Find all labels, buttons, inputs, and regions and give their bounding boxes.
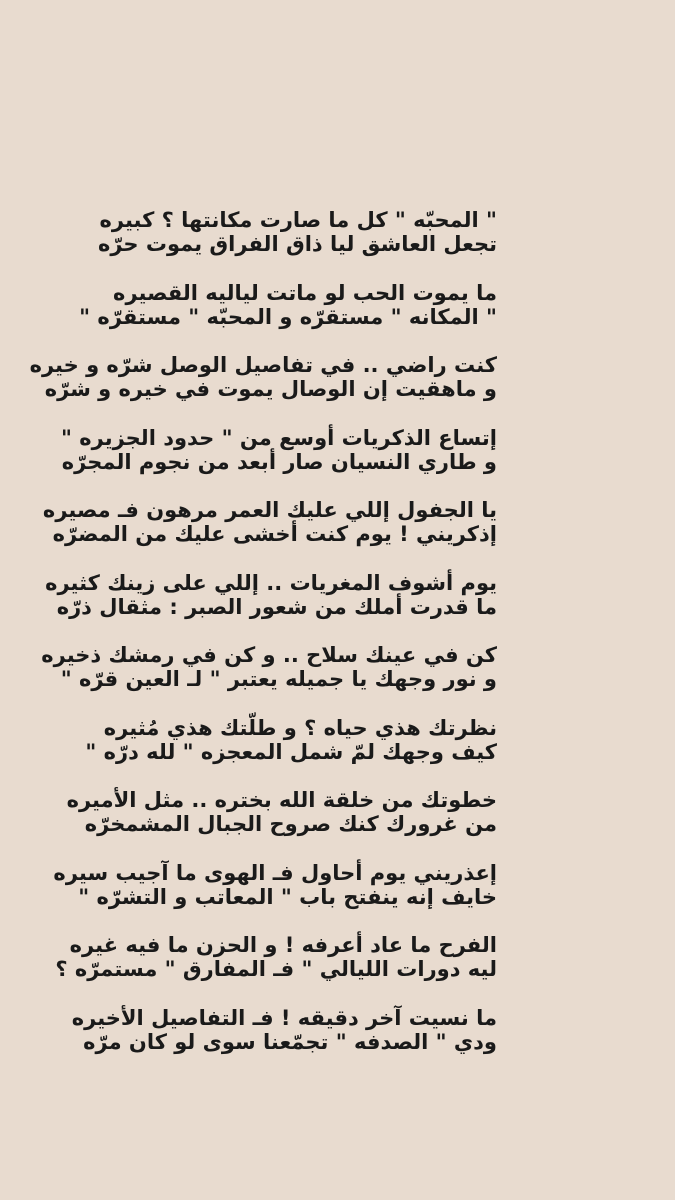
stanza — [60, 281, 615, 354]
poem-line: " المحبّه " كل ما صارت مكانتها ؟ كبيره — [99, 208, 497, 232]
stanza — [53, 860, 615, 934]
stanza — [55, 933, 615, 1006]
poem-line: " المكانه " مستقرّه و المحبّه " مستقرّه " — [79, 304, 497, 329]
poem-line: و طاري النسيان صار أبعد من نجوم المجرّه — [61, 449, 497, 474]
poem-line: ودي " الصدفه " تجمّعنا سوى لو كان مرّه — [83, 1029, 497, 1054]
stanza — [60, 716, 615, 789]
poem-line: ليه دورات الليالي " فـ المفارق " مستمرّه ؟ — [55, 957, 497, 981]
poem-line: إتساع الذكريات أوسع من " حدود الجزيره " — [61, 425, 497, 450]
poem-line: خايف إنه ينفتح باب " المعاتب و التشرّه " — [78, 884, 497, 909]
poem-line: يوم أشوف المغريات .. إللي على زينك كثيره — [45, 570, 497, 595]
poem-line: إعذريني يوم أحاول فـ الهوى ما آجيب سيره — [53, 860, 497, 885]
poem-line: خطوتك من خلقة الله بختره .. مثل الأميره — [66, 788, 497, 812]
stanza — [42, 498, 615, 571]
poem-text — [29, 208, 615, 1078]
poem-line: من غرورك كنك صروح الجبال المشمخرّه — [84, 812, 497, 836]
poem-line: ما يموت الحب لو ماتت لياليه القصيره — [113, 280, 497, 305]
poem-line: كيف وجهك لمّ شمل المعجزه " لله درّه " — [85, 739, 497, 764]
poem-line: كن في عينك سلاح .. و كن في رمشك ذخيره — [41, 643, 497, 667]
poem-line: تجعل العاشق ليا ذاق الفراق يموت حرّه — [97, 232, 497, 256]
poem-line: إذكريني ! يوم كنت أخشى عليك من المضرّه — [52, 522, 497, 546]
stanza — [60, 426, 615, 499]
poem-line: يا الجفول إللي عليك العمر مرهون فـ مصيره — [42, 498, 497, 522]
stanza — [60, 1006, 615, 1079]
stanza — [60, 208, 615, 281]
stanza — [29, 353, 615, 426]
stanza — [60, 788, 615, 861]
poem-line: و ماهقيت إن الوصال يموت في خيره و شرّه — [44, 377, 497, 401]
stanza — [45, 570, 615, 644]
poem-line: الفرح ما عاد أعرفه ! و الحزن ما فيه غيره — [69, 933, 497, 957]
stanza — [41, 643, 615, 716]
poem-line: و نور وجهك يا جميله يعتبر " لـ العين قرّه " — [60, 667, 497, 691]
poem-line: نظرتك هذي حياه ؟ و طلّتك هذي مُثيره — [103, 715, 497, 740]
poem-line: ما نسيت آخر دقيقه ! فـ التفاصيل الأخيره — [71, 1005, 497, 1030]
poem-line: ما قدرت أملك من شعور الصبر : مثقال ذرّه — [56, 594, 497, 619]
poem-line: كنت راضي .. في تفاصيل الوصل شرّه و خيره — [29, 353, 497, 377]
